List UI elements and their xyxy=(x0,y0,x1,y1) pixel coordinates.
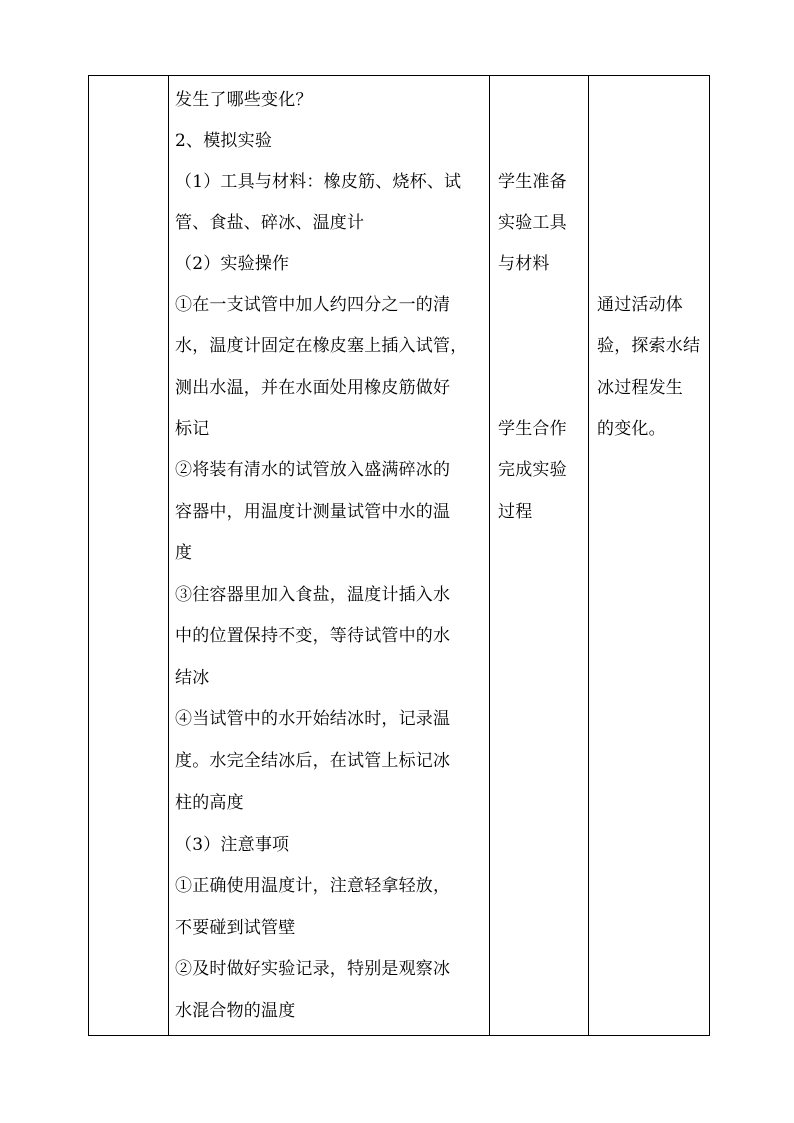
student-coop-line: 完成实验 xyxy=(498,460,567,480)
intent-line: 的变化。 xyxy=(597,419,666,439)
teaching-content-cell xyxy=(169,76,490,1036)
student-prep-line: 学生准备 xyxy=(498,172,567,192)
student-activity-cell xyxy=(490,76,589,1036)
content-line: 管、食盐、碎冰、温度计 xyxy=(175,213,365,233)
content-line: 2、模拟实验 xyxy=(175,131,273,151)
content-line: （3）注意事项 xyxy=(175,835,290,855)
table-row xyxy=(89,76,710,1036)
student-coop-line: 过程 xyxy=(498,502,533,522)
content-line: 水，温度计固定在橡皮塞上插入试管， xyxy=(175,336,468,356)
content-line: （2）实验操作 xyxy=(175,254,290,274)
content-line: ①在一支试管中加人约四分之一的清 xyxy=(175,295,451,315)
content-line: ①正确使用温度计，注意轻拿轻放， xyxy=(175,876,451,896)
content-line: 柱的高度 xyxy=(175,793,244,813)
content-line: 结冰 xyxy=(175,668,210,688)
student-coop-line: 学生合作 xyxy=(498,419,567,439)
intent-line: 冰过程发生 xyxy=(597,378,683,398)
content-line: ②及时做好实验记录，特别是观察冰 xyxy=(175,959,451,979)
content-line: 度 xyxy=(175,543,193,563)
content-line: 测出水温，并在水面处用橡皮筋做好 xyxy=(175,378,451,398)
content-line: 容器中，用温度计测量试管中水的温 xyxy=(175,502,451,522)
content-line: 度。水完全结冰后，在试管上标记冰 xyxy=(175,751,451,771)
content-line: 发生了哪些变化？ xyxy=(175,90,313,110)
blank-cell xyxy=(89,76,169,1036)
content-line: ③往容器里加入食盐，温度计插入水 xyxy=(175,585,451,605)
content-line: 标记 xyxy=(175,419,210,439)
student-prep-line: 实验工具 xyxy=(498,213,567,233)
content-line: （1）工具与材料：橡皮筋、烧杯、试 xyxy=(175,172,462,192)
content-line: 中的位置保持不变，等待试管中的水 xyxy=(175,626,451,646)
content-line: 不要碰到试管壁 xyxy=(175,918,296,938)
content-line: ②将装有清水的试管放入盛满碎冰的 xyxy=(175,460,451,480)
lesson-plan-table xyxy=(88,75,710,1036)
content-line: 水混合物的温度 xyxy=(175,1001,296,1021)
student-prep-line: 与材料 xyxy=(498,254,550,274)
intent-line: 验，探索水结 xyxy=(597,336,701,356)
design-intent-cell xyxy=(589,76,710,1036)
intent-line: 通过活动体 xyxy=(597,295,683,315)
content-line: ④当试管中的水开始结冰时，记录温 xyxy=(175,709,451,729)
